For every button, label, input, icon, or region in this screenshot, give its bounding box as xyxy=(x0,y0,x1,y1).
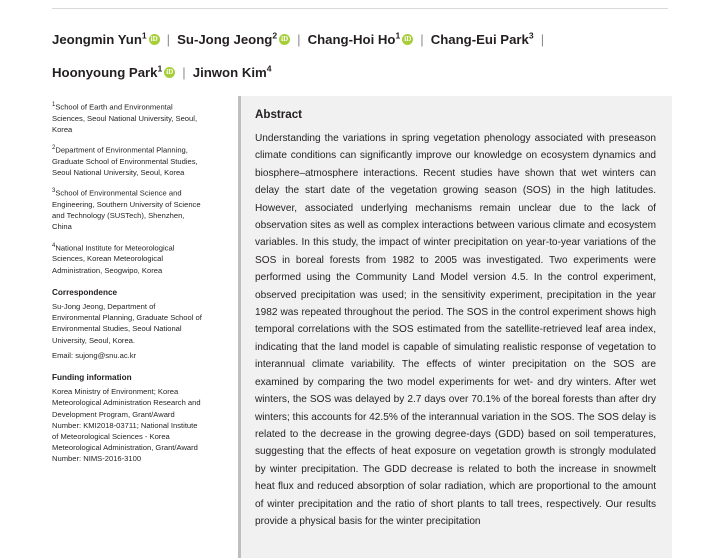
author-name: Su-Jong Jeong xyxy=(177,32,273,48)
affiliation-item xyxy=(52,241,202,276)
affiliation-marker: 2 xyxy=(52,145,56,152)
affiliation-text: School of Environmental Science and Engineering, Southern University of Science and Technology (SUSTech), Shenzhen, China xyxy=(52,188,201,232)
author-name: Jinwon Kim xyxy=(192,64,267,80)
author-entry xyxy=(52,32,160,47)
orcid-icon[interactable] xyxy=(279,34,290,45)
author-entry xyxy=(308,32,414,47)
affiliation-item xyxy=(52,143,202,178)
author-separator: | xyxy=(166,32,171,48)
affiliation-item xyxy=(52,100,202,135)
funding-heading: Funding information xyxy=(52,372,132,382)
author-separator: | xyxy=(297,32,301,48)
affiliation-text: National Institute for Meteorological Sciences, Korean Meteorological Administration, Seogwipo, Korea xyxy=(52,243,175,275)
correspondence-text: Su-Jong Jeong, Department of Environmental Planning, Graduate School of Environmental Studies, Seoul National University, Seoul, Korea. xyxy=(52,301,202,345)
affiliation-text: Department of Environmental Planning, Graduate School of Environmental Studies, Seoul National University, Seoul, Korea xyxy=(52,145,198,178)
correspondence-email[interactable]: Email: sujong@snu.ac.kr xyxy=(52,350,137,360)
header-divider xyxy=(52,8,668,9)
orcid-icon[interactable] xyxy=(164,67,175,78)
funding-text: Korea Ministry of Environment; Korea Meteorological Administration Research and Development Program, Grant/Award Number: KMI2018-03711; National Institute of Meteorological Sciences - Korea Meteorological Administration, Grant/Award Number: NIMS-2016-3100 xyxy=(52,387,201,464)
orcid-icon[interactable] xyxy=(402,34,413,45)
author-separator: | xyxy=(420,32,424,48)
affiliation-marker: 4 xyxy=(52,242,56,249)
author-entry xyxy=(52,65,175,80)
affiliation-marker: 1 xyxy=(52,102,56,108)
author-separator: | xyxy=(182,64,186,80)
affiliation-marker: 3 xyxy=(52,188,56,195)
abstract-panel xyxy=(238,96,672,558)
author-name: Chang-Eui Park xyxy=(430,32,529,48)
correspondence-heading: Correspondence xyxy=(52,287,118,297)
author-list xyxy=(52,22,672,87)
author-affiliation-marker: 1 xyxy=(141,31,147,41)
abstract-heading: Abstract xyxy=(255,108,303,121)
author-affiliation-marker: 2 xyxy=(272,31,278,41)
affiliations-column xyxy=(52,100,202,469)
author-entry xyxy=(177,32,290,47)
author-affiliation-marker: 1 xyxy=(395,31,401,41)
author-entry xyxy=(431,32,534,47)
affiliation-item xyxy=(52,186,202,232)
author-affiliation-marker: 3 xyxy=(528,31,534,41)
author-affiliation-marker: 4 xyxy=(266,63,272,74)
author-entry xyxy=(193,65,272,80)
author-separator: | xyxy=(540,32,545,48)
orcid-icon[interactable] xyxy=(149,34,160,45)
author-affiliation-marker: 1 xyxy=(157,63,163,74)
abstract-text: Understanding the variations in spring vegetation phenology associated with preseason climate conditions can significantly improve our knowledge on ecosystem dynamics and biosphere–atmosphere interactions. Recent studies have shown that wet winters can delay the start date of the vegetation growing season (SOS) in the high latitudes. However, associated underlying mechanisms remain unclear due to the lack of observation sites as well as complex interactions between various climate and ecosystem variables. In this study, the impact of winter precipitation on year-to-year variations of the SOS in boreal forests from 1982 to 2005 was investigated. Two experiments were performed using the Community Land Model version 4.5. In the control experiment, observed precipitation was used; in the sensitivity experiment, precipitation in the year 1982 was repeated throughout the period. The SOS in the control experiment shows high temporal correlations with the SOS estimated from the satellite-retrieved leaf area index, indicating that the land model is capable of simulating realistic response of vegetation to interannual climate variability. The effects of winter precipitation on the SOS are examined by comparing the two model experiments for wet- and dry winters. After wet winters, the SOS was delayed by 2.7 days over 70.1% of the boreal forests than after dry winters; this accounts for 42.5% of the interannual variation in the SOS. The SOS delay is related to the decrease in the growing degree-days (GDD) based on soil temperatures, suggesting that the effects of heat exposure on vegetation growth is strongly modulated by winter precipitation. The GDD decrease is related to both the increase in snowmelt heat flux and reduced absorption of solar radiation, which are proportional to the amount of winter precipitation and the ratio of short plants to tall trees, respectively. Our results provide a physical basis for the winter precipitation xyxy=(255,133,656,527)
author-name: Chang-Hoi Ho xyxy=(307,32,396,48)
author-name: Hoonyoung Park xyxy=(52,64,158,80)
affiliation-text: School of Earth and Environmental Sciences, Seoul National University, Seoul, Korea xyxy=(52,102,198,134)
author-name: Jeongmin Yun xyxy=(52,32,142,48)
